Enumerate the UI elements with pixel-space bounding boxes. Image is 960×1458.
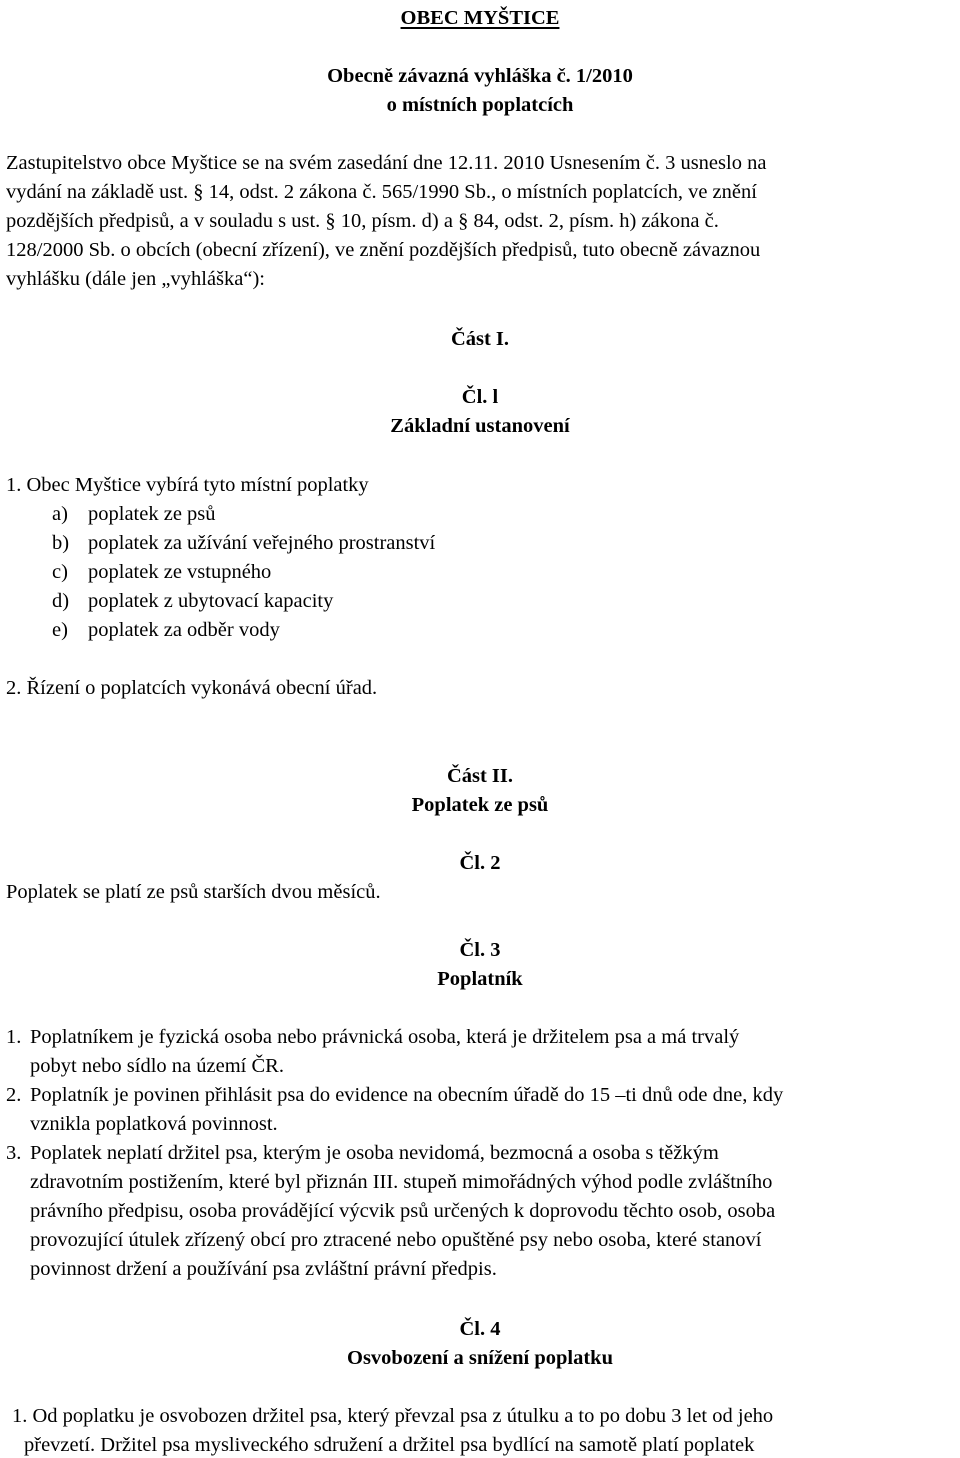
fee-marker: b) (52, 532, 70, 554)
list-item: Poplatník je povinen přihlásit psa do evidence na obecním úřadě do 15 –ti dnů ode dne, kdy (30, 1084, 784, 1106)
fee-item: poplatek ze psů (88, 503, 216, 525)
list-item-continuation: povinnost držení a používání psa zvláštní právní předpis. (30, 1258, 497, 1280)
list-item: Poplatníkem je fyzická osoba nebo právnická osoba, která je držitelem psa a má trvalý (30, 1026, 740, 1048)
part-heading: Část II. (446, 765, 514, 787)
list-number: 1. (6, 1026, 22, 1048)
fee-marker: a) (52, 503, 68, 525)
fee-item: poplatek ze vstupného (88, 561, 272, 583)
article-title: Osvobození a snížení poplatku (347, 1347, 613, 1369)
part-heading: Část I. (450, 328, 510, 350)
list-item-continuation: pobyt nebo sídlo na území ČR. (30, 1055, 284, 1077)
preamble-line: pozdějších předpisů, a v souladu s ust. § 10, písm. d) a § 84, odst. 2, písm. h) zákona č. (6, 210, 719, 232)
fee-item: poplatek za užívání veřejného prostranství (88, 532, 436, 554)
article-label: Čl. l (461, 386, 499, 408)
article-title: Poplatník (437, 968, 523, 990)
list-item: 1. Obec Myštice vybírá tyto místní poplatky (6, 474, 369, 496)
preamble-line: vydání na základě ust. § 14, odst. 2 zákona č. 565/1990 Sb., o místních poplatcích, ve znění (6, 181, 757, 203)
list-item: 1. Od poplatku je osvobozen držitel psa, který převzal psa z útulku a to po dobu 3 let od jeho (12, 1405, 774, 1427)
article-label: Čl. 3 (459, 939, 501, 961)
decree-subtitle: o místních poplatcích (386, 94, 574, 116)
article-label: Čl. 2 (459, 852, 501, 874)
list-item-continuation: zdravotním postižením, které byl přiznán III. stupeň mimořádných výhod podle zvláštního (30, 1171, 773, 1193)
fee-item: poplatek za odběr vody (88, 619, 280, 641)
preamble-line: 128/2000 Sb. o obcích (obecní zřízení), ve znění pozdějších předpisů, tuto obecně závaznou (6, 239, 761, 261)
decree-title: Obecně závazná vyhláška č. 1/2010 (327, 65, 633, 87)
fee-marker: e) (52, 619, 68, 641)
list-item-continuation: převzetí. Držitel psa mysliveckého sdružení a držitel psa bydlící na samotě platí poplatek (24, 1434, 755, 1456)
article-title: Základní ustanovení (390, 415, 570, 437)
list-number: 3. (6, 1142, 22, 1164)
list-item: Poplatek neplatí držitel psa, kterým je osoba nevidomá, bezmocná a osoba s těžkým (30, 1142, 719, 1164)
fee-item: poplatek z ubytovací kapacity (88, 590, 334, 612)
list-item-continuation: právního předpisu, osoba provádějící výcvik psů určených k doprovodu těchto osob, osoba (30, 1200, 776, 1222)
municipality-heading: OBEC MYŠTICE (400, 7, 560, 29)
list-number: 2. (6, 1084, 22, 1106)
fee-marker: c) (52, 561, 68, 583)
fee-marker: d) (52, 590, 70, 612)
list-item: 2. Řízení o poplatcích vykonává obecní úřad. (6, 677, 378, 699)
preamble-line: Zastupitelstvo obce Myštice se na svém zasedání dne 12.11. 2010 Usnesením č. 3 usneslo na (6, 152, 767, 174)
preamble-line: vyhlášku (dále jen „vyhláška“): (6, 268, 266, 290)
article-label: Čl. 4 (459, 1318, 501, 1340)
list-item-continuation: provozující útulek zřízený obcí pro ztracené nebo opuštěné psy nebo osoba, které stanoví (30, 1229, 762, 1251)
article-text: Poplatek se platí ze psů starších dvou měsíců. (6, 881, 381, 903)
list-item-continuation: vznikla poplatková povinnost. (30, 1113, 278, 1135)
part-title: Poplatek ze psů (411, 794, 549, 816)
